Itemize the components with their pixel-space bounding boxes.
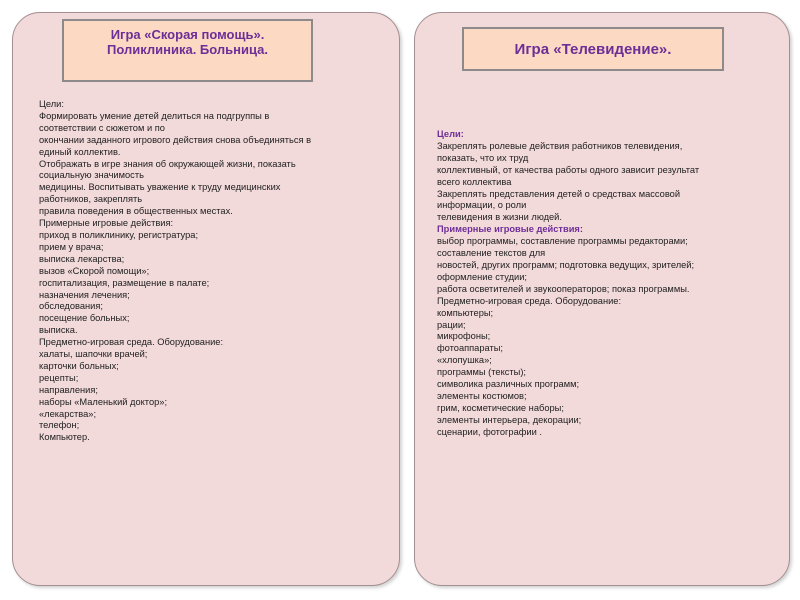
text-line: направления; — [39, 384, 98, 395]
text-line: выписка. — [39, 325, 78, 336]
text-line: Отображать в игре знания об окружающей жизни, показать — [39, 158, 296, 169]
text-line: правила поведения в общественных местах. — [39, 206, 233, 217]
right-card-title: Игра «Телевидение». — [462, 27, 724, 71]
text-line: показать, что их труд — [437, 152, 529, 163]
text-line: работников, закреплять — [39, 194, 143, 205]
right-card — [414, 12, 790, 586]
goals-list — [437, 141, 779, 224]
text-line: компьютеры; — [437, 307, 494, 318]
text-line: коллективный, от качества работы одного зависит результат — [437, 164, 700, 175]
goals-heading: Цели: — [437, 129, 464, 139]
text-line: элементы интерьера, декорации; — [437, 414, 582, 425]
text-line: Закреплять ролевые действия работников телевидения, — [437, 140, 683, 151]
text-line: карточки больных; — [39, 360, 119, 371]
text-line: выбор программы, составление программы редакторами; — [437, 236, 688, 247]
text-line: наборы «Маленький доктор»; — [39, 396, 168, 407]
text-line: социальную значимость — [39, 170, 144, 181]
text-line: Примерные игровые действия: — [39, 218, 174, 229]
text-line: халаты, шапочки врачей; — [39, 349, 148, 360]
text-line: выписка лекарства; — [39, 253, 125, 264]
left-title-line: Поликлиника. Больница. — [107, 42, 268, 57]
text-line: информации, о роли — [437, 200, 527, 211]
text-line: грим, косметические наборы; — [437, 402, 564, 413]
left-card-body — [39, 99, 389, 444]
text-line: соответствии с сюжетом и по — [39, 122, 165, 133]
text-line: всего коллектива — [437, 176, 512, 187]
text-line: госпитализация, размещение в палате; — [39, 277, 210, 288]
left-card-title — [62, 19, 313, 82]
text-line: окончании заданного игрового действия снова объединяться в — [39, 134, 312, 145]
text-line: микрофоны; — [437, 331, 491, 342]
text-line: рации; — [437, 319, 466, 330]
text-line: Предметно-игровая среда. Оборудование: — [437, 295, 622, 306]
text-line: единый коллектив. — [39, 146, 121, 157]
actions-heading: Примерные игровые действия: — [437, 224, 583, 235]
text-line: «хлопушка»; — [437, 355, 492, 366]
text-line: оформление студии; — [437, 271, 527, 282]
text-line: «лекарства»; — [39, 408, 97, 419]
text-line: посещение больных; — [39, 313, 130, 324]
text-line: Формировать умение детей делиться на подгруппы в — [39, 110, 270, 121]
text-line: Компьютер. — [39, 432, 90, 443]
text-line: составление текстов для — [437, 248, 546, 259]
text-line: прием у врача; — [39, 241, 104, 252]
right-card-body — [437, 129, 779, 439]
text-line: телефон; — [39, 420, 80, 431]
text-line: приход в поликлинику, регистратура; — [39, 229, 199, 240]
text-line: фотоаппараты; — [437, 343, 504, 354]
text-line: рецепты; — [39, 372, 79, 383]
text-line: медицины. Воспитывать уважение к труду медицинских — [39, 182, 281, 193]
text-line: телевидения в жизни людей. — [437, 212, 562, 223]
text-line: элементы костюмов; — [437, 390, 527, 401]
left-title-line: Игра «Скорая помощь». — [110, 27, 265, 42]
text-line: программы (тексты); — [437, 367, 527, 378]
actions-list — [437, 236, 779, 438]
text-line: обследования; — [39, 301, 103, 312]
left-card — [12, 12, 400, 586]
text-line: Цели: — [39, 99, 64, 109]
text-line: работа осветителей и звукооператоров; показ программы. — [437, 283, 690, 294]
text-line: сценарии, фотографии . — [437, 426, 542, 437]
text-line: новостей, других программ; подготовка ведущих, зрителей; — [437, 259, 695, 270]
text-line: назначения лечения; — [39, 289, 130, 300]
text-line: Закреплять представления детей о средствах массовой — [437, 188, 681, 199]
text-line: символика различных программ; — [437, 379, 580, 390]
text-line: Предметно-игровая среда. Оборудование: — [39, 337, 224, 348]
text-line: вызов «Скорой помощи»; — [39, 265, 150, 276]
